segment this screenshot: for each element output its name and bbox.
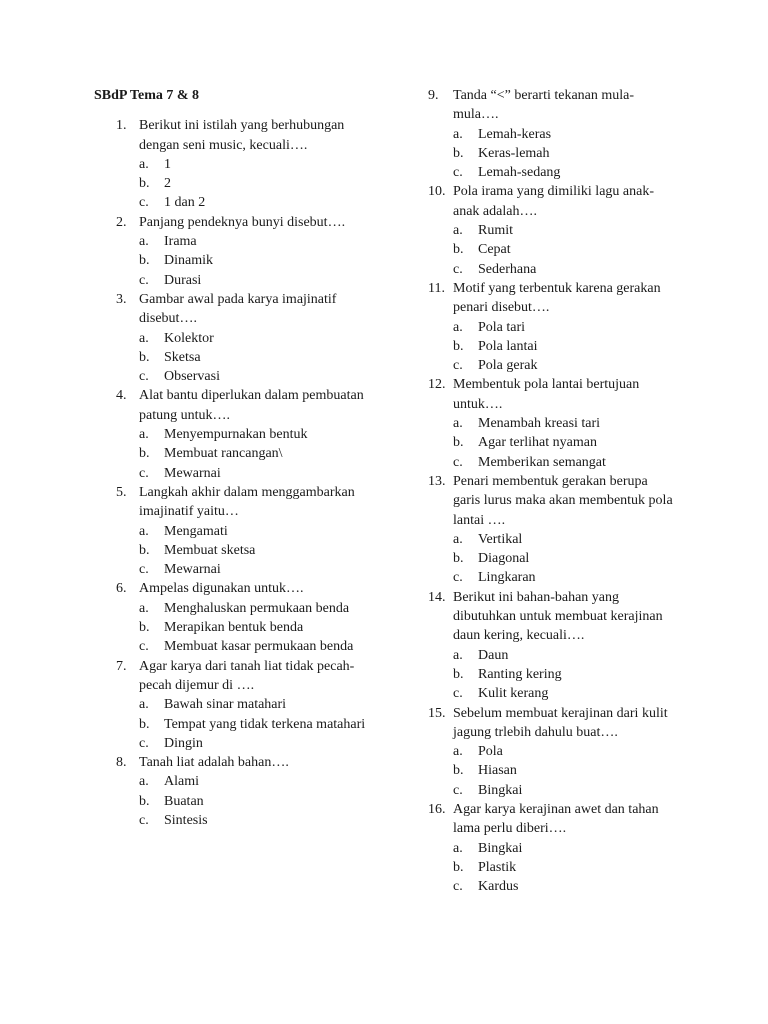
answer-option [453,414,678,433]
answer-option [453,781,678,800]
document-title: SBdP Tema 7 & 8 [94,88,200,103]
answer-options [453,414,678,472]
option-text: Plastik [478,859,517,875]
question-number: 4. [116,388,127,404]
answer-options [453,839,678,897]
question-item [428,704,678,800]
option-letter: a. [453,840,463,856]
answer-options [453,742,678,800]
option-letter: a. [139,156,149,172]
option-text: Lingkaran [478,570,536,586]
answer-option [139,444,384,463]
option-letter: a. [453,319,463,335]
answer-option [453,742,678,761]
question-item [428,800,678,896]
option-text: Buatan [164,793,204,809]
option-letter: b. [453,859,464,875]
answer-option [453,549,678,568]
answer-options [139,329,384,387]
question-list-left [94,116,384,830]
option-text: Menyempurnakan bentuk [164,427,308,443]
question-item [94,579,384,656]
question-item [428,588,678,704]
question-number: 9. [428,88,439,103]
option-text: Pola tari [478,319,526,335]
question-text: Sebelum membuat kerajinan dari kulit jagung trlebih dahulu buat…. [453,705,668,740]
option-letter: b. [139,620,150,636]
answer-option [139,560,384,579]
question-item [428,86,678,182]
answer-option [139,695,384,714]
option-text: Mewarnai [164,562,221,578]
option-text: Pola gerak [478,358,538,374]
answer-options [453,221,678,279]
answer-option [453,530,678,549]
option-text: Menghaluskan permukaan benda [164,600,350,616]
option-text: Pola lantai [478,338,538,354]
question-text: Penari membentuk gerakan berupa garis lurus maka akan membentuk pola lantai …. [453,473,673,528]
question-text: Motif yang terbentuk karena gerakan penari disebut…. [453,280,661,316]
option-letter: c. [453,165,463,181]
option-letter: a. [453,744,463,760]
answer-options [139,695,384,753]
option-text: 2 [164,176,171,192]
option-letter: c. [139,562,149,578]
answer-option [453,761,678,780]
option-text: Cepat [478,242,511,258]
question-number: 1. [116,118,127,134]
option-letter: a. [453,223,463,239]
option-letter: a. [139,234,149,250]
option-letter: c. [139,195,149,211]
question-number: 12. [428,377,446,393]
option-text: Membuat kasar permukaan benda [164,639,354,655]
question-number: 6. [116,581,127,597]
option-letter: c. [453,261,463,277]
option-text: Menambah kreasi tari [478,416,601,432]
question-number: 16. [428,801,446,817]
question-number: 14. [428,589,446,605]
option-letter: c. [139,639,149,655]
answer-option [139,271,384,290]
answer-option [139,599,384,618]
option-letter: a. [453,416,463,432]
question-number: 11. [428,280,445,296]
option-text: Tempat yang tidak terkena matahari [164,716,366,732]
option-letter: c. [453,879,463,895]
option-letter: a. [139,774,149,790]
question-item [428,375,678,471]
answer-options [453,125,678,183]
answer-option [139,715,384,734]
question-text: Tanah liat adalah bahan…. [139,755,289,771]
option-letter: b. [453,551,464,567]
option-text: Membuat rancangan\ [164,446,283,462]
question-item [428,182,678,278]
answer-option [139,232,384,251]
option-text: Lemah-sedang [478,165,561,181]
option-letter: a. [139,330,149,346]
question-text: Alat bantu diperlukan dalam pembuatan patung untuk…. [139,388,364,423]
option-letter: b. [453,435,464,451]
option-letter: b. [139,542,150,558]
option-text: Memberikan semangat [478,454,606,470]
option-text: Rumit [478,223,514,239]
option-letter: b. [453,338,464,354]
answer-option [139,193,384,212]
answer-options [139,425,384,483]
option-letter: c. [139,735,149,751]
option-letter: b. [139,349,150,365]
option-letter: b. [139,716,150,732]
question-item [428,472,678,588]
answer-options [139,522,384,580]
option-text: Merapikan bentuk benda [164,620,304,636]
answer-option [139,541,384,560]
option-letter: b. [453,666,464,682]
answer-option [139,637,384,656]
answer-option [453,318,678,337]
question-text: Berikut ini istilah yang berhubungan dengan seni music, kecuali…. [139,118,345,153]
option-text: Membuat sketsa [164,542,256,558]
option-letter: b. [139,446,150,462]
answer-option [453,240,678,259]
question-number: 10. [428,184,446,200]
option-letter: b. [139,176,150,192]
question-number: 3. [116,291,127,307]
question-text: Pola irama yang dimiliki lagu anak-anak adalah…. [453,184,655,219]
question-number: 8. [116,755,127,771]
answer-option [139,522,384,541]
question-text: Tanda “<” berarti tekanan mula-mula…. [453,88,635,123]
answer-options [453,646,678,704]
question-text: Berikut ini bahan-bahan yang dibutuhkan untuk membuat kerajinan daun kering, kecuali…. [453,589,663,644]
answer-option [139,811,384,830]
option-letter: c. [139,272,149,288]
answer-option [139,251,384,270]
option-text: Pola [478,744,503,760]
option-text: Observasi [164,369,220,385]
answer-option [453,221,678,240]
answer-option [453,646,678,665]
option-text: Dingin [164,735,203,751]
answer-option [453,144,678,163]
option-text: Daun [478,647,509,663]
option-letter: c. [139,465,149,481]
option-text: Kulit kerang [478,686,549,702]
question-number: 5. [116,484,127,500]
question-number: 7. [116,658,127,674]
option-text: Kardus [478,879,519,895]
answer-option [453,125,678,144]
answer-option [453,433,678,452]
answer-option [139,155,384,174]
option-letter: c. [453,454,463,470]
answer-option [453,260,678,279]
option-letter: a. [453,126,463,142]
option-text: Sederhana [478,261,537,277]
answer-option [139,367,384,386]
answer-option [453,453,678,472]
right-column [428,86,678,896]
option-letter: c. [453,782,463,798]
question-item [94,213,384,290]
option-text: Ranting kering [478,666,562,682]
question-text: Langkah akhir dalam menggambarkan imajinatif yaitu… [139,484,355,520]
option-text: Hiasan [478,763,517,779]
answer-option [139,772,384,791]
option-text: Agar terlihat nyaman [478,435,597,451]
option-text: Mengamati [164,523,228,539]
question-item [94,386,384,482]
option-text: Lemah-keras [478,126,552,142]
question-number: 15. [428,705,446,721]
answer-option [453,163,678,182]
answer-options [453,530,678,588]
answer-options [139,232,384,290]
option-text: Bingkai [478,840,523,856]
question-text: Agar karya kerajinan awet dan tahan lama perlu diberi…. [453,801,659,837]
answer-option [139,348,384,367]
option-letter: b. [139,793,150,809]
option-letter: a. [139,600,149,616]
left-column [94,86,384,830]
option-text: Alami [164,774,199,790]
question-item [94,116,384,212]
option-text: Irama [164,234,197,250]
answer-option [139,792,384,811]
option-text: Diagonal [478,551,530,567]
option-letter: a. [139,523,149,539]
answer-option [453,839,678,858]
option-letter: a. [453,647,463,663]
option-letter: b. [453,145,464,161]
answer-option [453,568,678,587]
option-letter: a. [139,697,149,713]
option-text: Sketsa [164,349,201,365]
option-text: Dinamik [164,253,213,269]
answer-option [453,684,678,703]
question-text: Panjang pendeknya bunyi disebut…. [139,214,346,230]
answer-option [139,425,384,444]
question-item [94,290,384,386]
question-number: 2. [116,214,127,230]
option-letter: b. [453,242,464,258]
option-text: Mewarnai [164,465,221,481]
option-letter: c. [139,369,149,385]
option-text: Vertikal [478,531,523,547]
question-text: Membentuk pola lantai bertujuan untuk…. [453,377,640,412]
answer-option [139,174,384,193]
option-letter: b. [453,763,464,779]
question-item [94,483,384,579]
option-letter: c. [453,686,463,702]
answer-option [139,329,384,348]
question-text: Ampelas digunakan untuk…. [139,581,304,597]
answer-option [453,356,678,375]
option-text: Bingkai [478,782,523,798]
answer-options [139,599,384,657]
answer-options [139,772,384,830]
answer-option [453,665,678,684]
answer-option [139,464,384,483]
question-item [428,279,678,375]
option-letter: c. [139,812,149,828]
answer-option [453,337,678,356]
question-text: Agar karya dari tanah liat tidak pecah-pecah dijemur di …. [139,658,355,693]
answer-option [453,858,678,877]
question-list-right [428,86,678,896]
option-text: 1 [164,156,171,172]
answer-options [139,155,384,213]
question-item [94,657,384,753]
option-text: Sintesis [164,812,208,828]
option-letter: b. [139,253,150,269]
option-letter: a. [453,531,463,547]
option-letter: a. [139,427,149,443]
question-item [94,753,384,830]
option-text: Durasi [164,272,202,288]
option-text: Kolektor [164,330,214,346]
option-text: 1 dan 2 [164,195,206,211]
option-letter: c. [453,570,463,586]
question-number: 13. [428,473,446,489]
option-text: Bawah sinar matahari [164,697,287,713]
question-text: Gambar awal pada karya imajinatif disebut…. [139,291,337,327]
option-letter: c. [453,358,463,374]
answer-option [139,734,384,753]
option-text: Keras-lemah [478,145,550,161]
answer-option [139,618,384,637]
answer-options [453,318,678,376]
answer-option [453,877,678,896]
